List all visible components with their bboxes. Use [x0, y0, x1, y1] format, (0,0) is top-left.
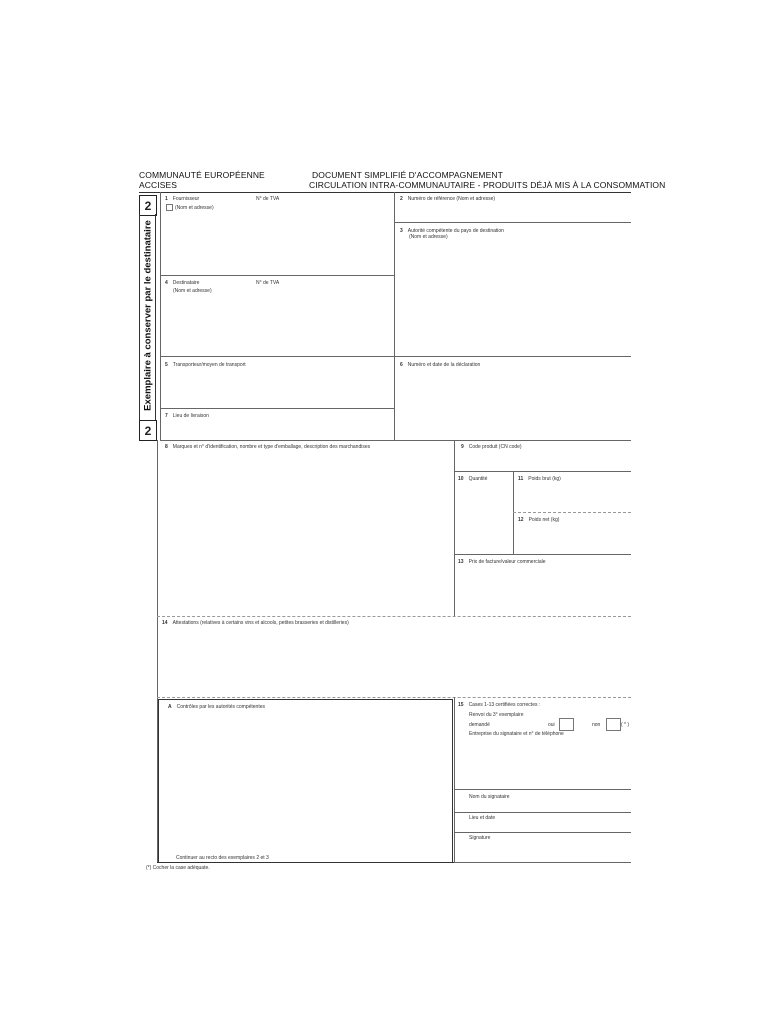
- copy-number-top: 2: [139, 195, 157, 216]
- header-center-line2: CIRCULATION INTRA-COMMUNAUTAIRE - PRODUITS DÉJÀ MIS À LA CONSOMMATION: [309, 180, 666, 190]
- grid-line: [513, 512, 631, 513]
- header-center-line1: DOCUMENT SIMPLIFIÉ D'ACCOMPAGNEMENT: [312, 170, 503, 180]
- box-a-frame: [158, 699, 453, 863]
- box-15-label: 15 Cases 1-13 certifiées correctes :: [458, 702, 541, 708]
- box-14-label: 14 Attestations (relatives à certains vins et alcools, petites brasseries et distilleries): [162, 620, 349, 626]
- copy-number-bottom: 2: [139, 420, 157, 441]
- box-11-label: 11 Poids brut (kg): [518, 476, 561, 482]
- box-15-lieu: Lieu et date: [469, 815, 496, 821]
- box-1-checkbox[interactable]: [166, 204, 173, 211]
- grid-line: [454, 812, 631, 813]
- grid-line: [157, 862, 454, 863]
- box-15-demande: demandé: [469, 722, 490, 728]
- grid-line: [454, 832, 631, 833]
- grid-line: [160, 408, 394, 409]
- box-15-entreprise: Entreprise du signataire et n° de téléphone: [469, 731, 564, 737]
- box-15-nom: Nom du signataire: [469, 794, 510, 800]
- box-15-oui-label: oui: [548, 722, 555, 728]
- side-vertical-label: Exemplaire à conserver par le destinataire: [142, 220, 154, 411]
- grid-line: [394, 222, 631, 223]
- box-a-footer: Continuer au recto des exemplaires 2 et 3: [176, 855, 269, 861]
- box-10-label: 10 Quantité: [458, 476, 488, 482]
- box-1-label: 1 Fournisseur: [165, 196, 200, 202]
- box-15-oui-checkbox[interactable]: [559, 718, 574, 731]
- grid-line: [454, 471, 631, 472]
- grid-line: [160, 356, 631, 357]
- box-4-vat-label: N° de TVA: [256, 280, 280, 286]
- box-7-label: 7 Lieu de livraison: [165, 413, 209, 419]
- grid-line: [160, 275, 394, 276]
- header-rule: [139, 192, 631, 193]
- header-left-line1: COMMUNAUTÉ EUROPÉENNE: [139, 170, 265, 180]
- box-4-label: 4 Destinataire: [165, 280, 200, 286]
- box-3-label: 3 Autorité compétente du pays de destination: [400, 228, 504, 234]
- box-15-renvoi: Renvoi du 3° exemplaire: [469, 712, 524, 718]
- box-9-label: 9 Code produit (CN code): [461, 444, 522, 450]
- box-8-label: 8 Marques et n° d'identification, nombre et type d'emballage, description des marchandises: [165, 444, 371, 450]
- grid-line: [157, 697, 631, 698]
- box-2-label: 2 Numéro de référence (Nom et adresse): [400, 196, 496, 202]
- grid-line: [454, 440, 455, 616]
- grid-line: [157, 616, 631, 617]
- box-1-sub: (Nom et adresse): [175, 205, 214, 211]
- box-3-sub: (Nom et adresse): [409, 234, 448, 240]
- grid-line: [160, 440, 631, 441]
- grid-line: [454, 554, 631, 555]
- box-13-label: 13 Prix de facture/valeur commerciale: [458, 559, 546, 565]
- side-right-rule: [155, 214, 156, 420]
- grid-line: [394, 192, 395, 440]
- box-15-non-label: non: [592, 722, 601, 728]
- side-left-rule: [139, 214, 140, 420]
- box-15-star: ( * ): [621, 722, 630, 728]
- box-1-vat-label: N° de TVA: [256, 196, 280, 202]
- grid-line: [454, 789, 631, 790]
- header-left-line2: ACCISES: [139, 180, 178, 190]
- grid-line: [454, 862, 631, 863]
- footnote: (*) Cocher la case adéquate.: [146, 865, 210, 871]
- grid-line: [454, 697, 455, 862]
- box-15-non-checkbox[interactable]: [606, 718, 621, 731]
- grid-line: [160, 192, 161, 440]
- box-4-sub: (Nom et adresse): [173, 288, 212, 294]
- box-15-signature: Signature: [469, 835, 491, 841]
- box-6-label: 6 Numéro et date de la déclaration: [400, 362, 481, 368]
- box-12-label: 12 Poids net (kg): [518, 517, 560, 523]
- box-a-label: A Contrôles par les autorités compétentes: [168, 704, 266, 710]
- box-5-label: 5 Transporteur/moyen de transport: [165, 362, 246, 368]
